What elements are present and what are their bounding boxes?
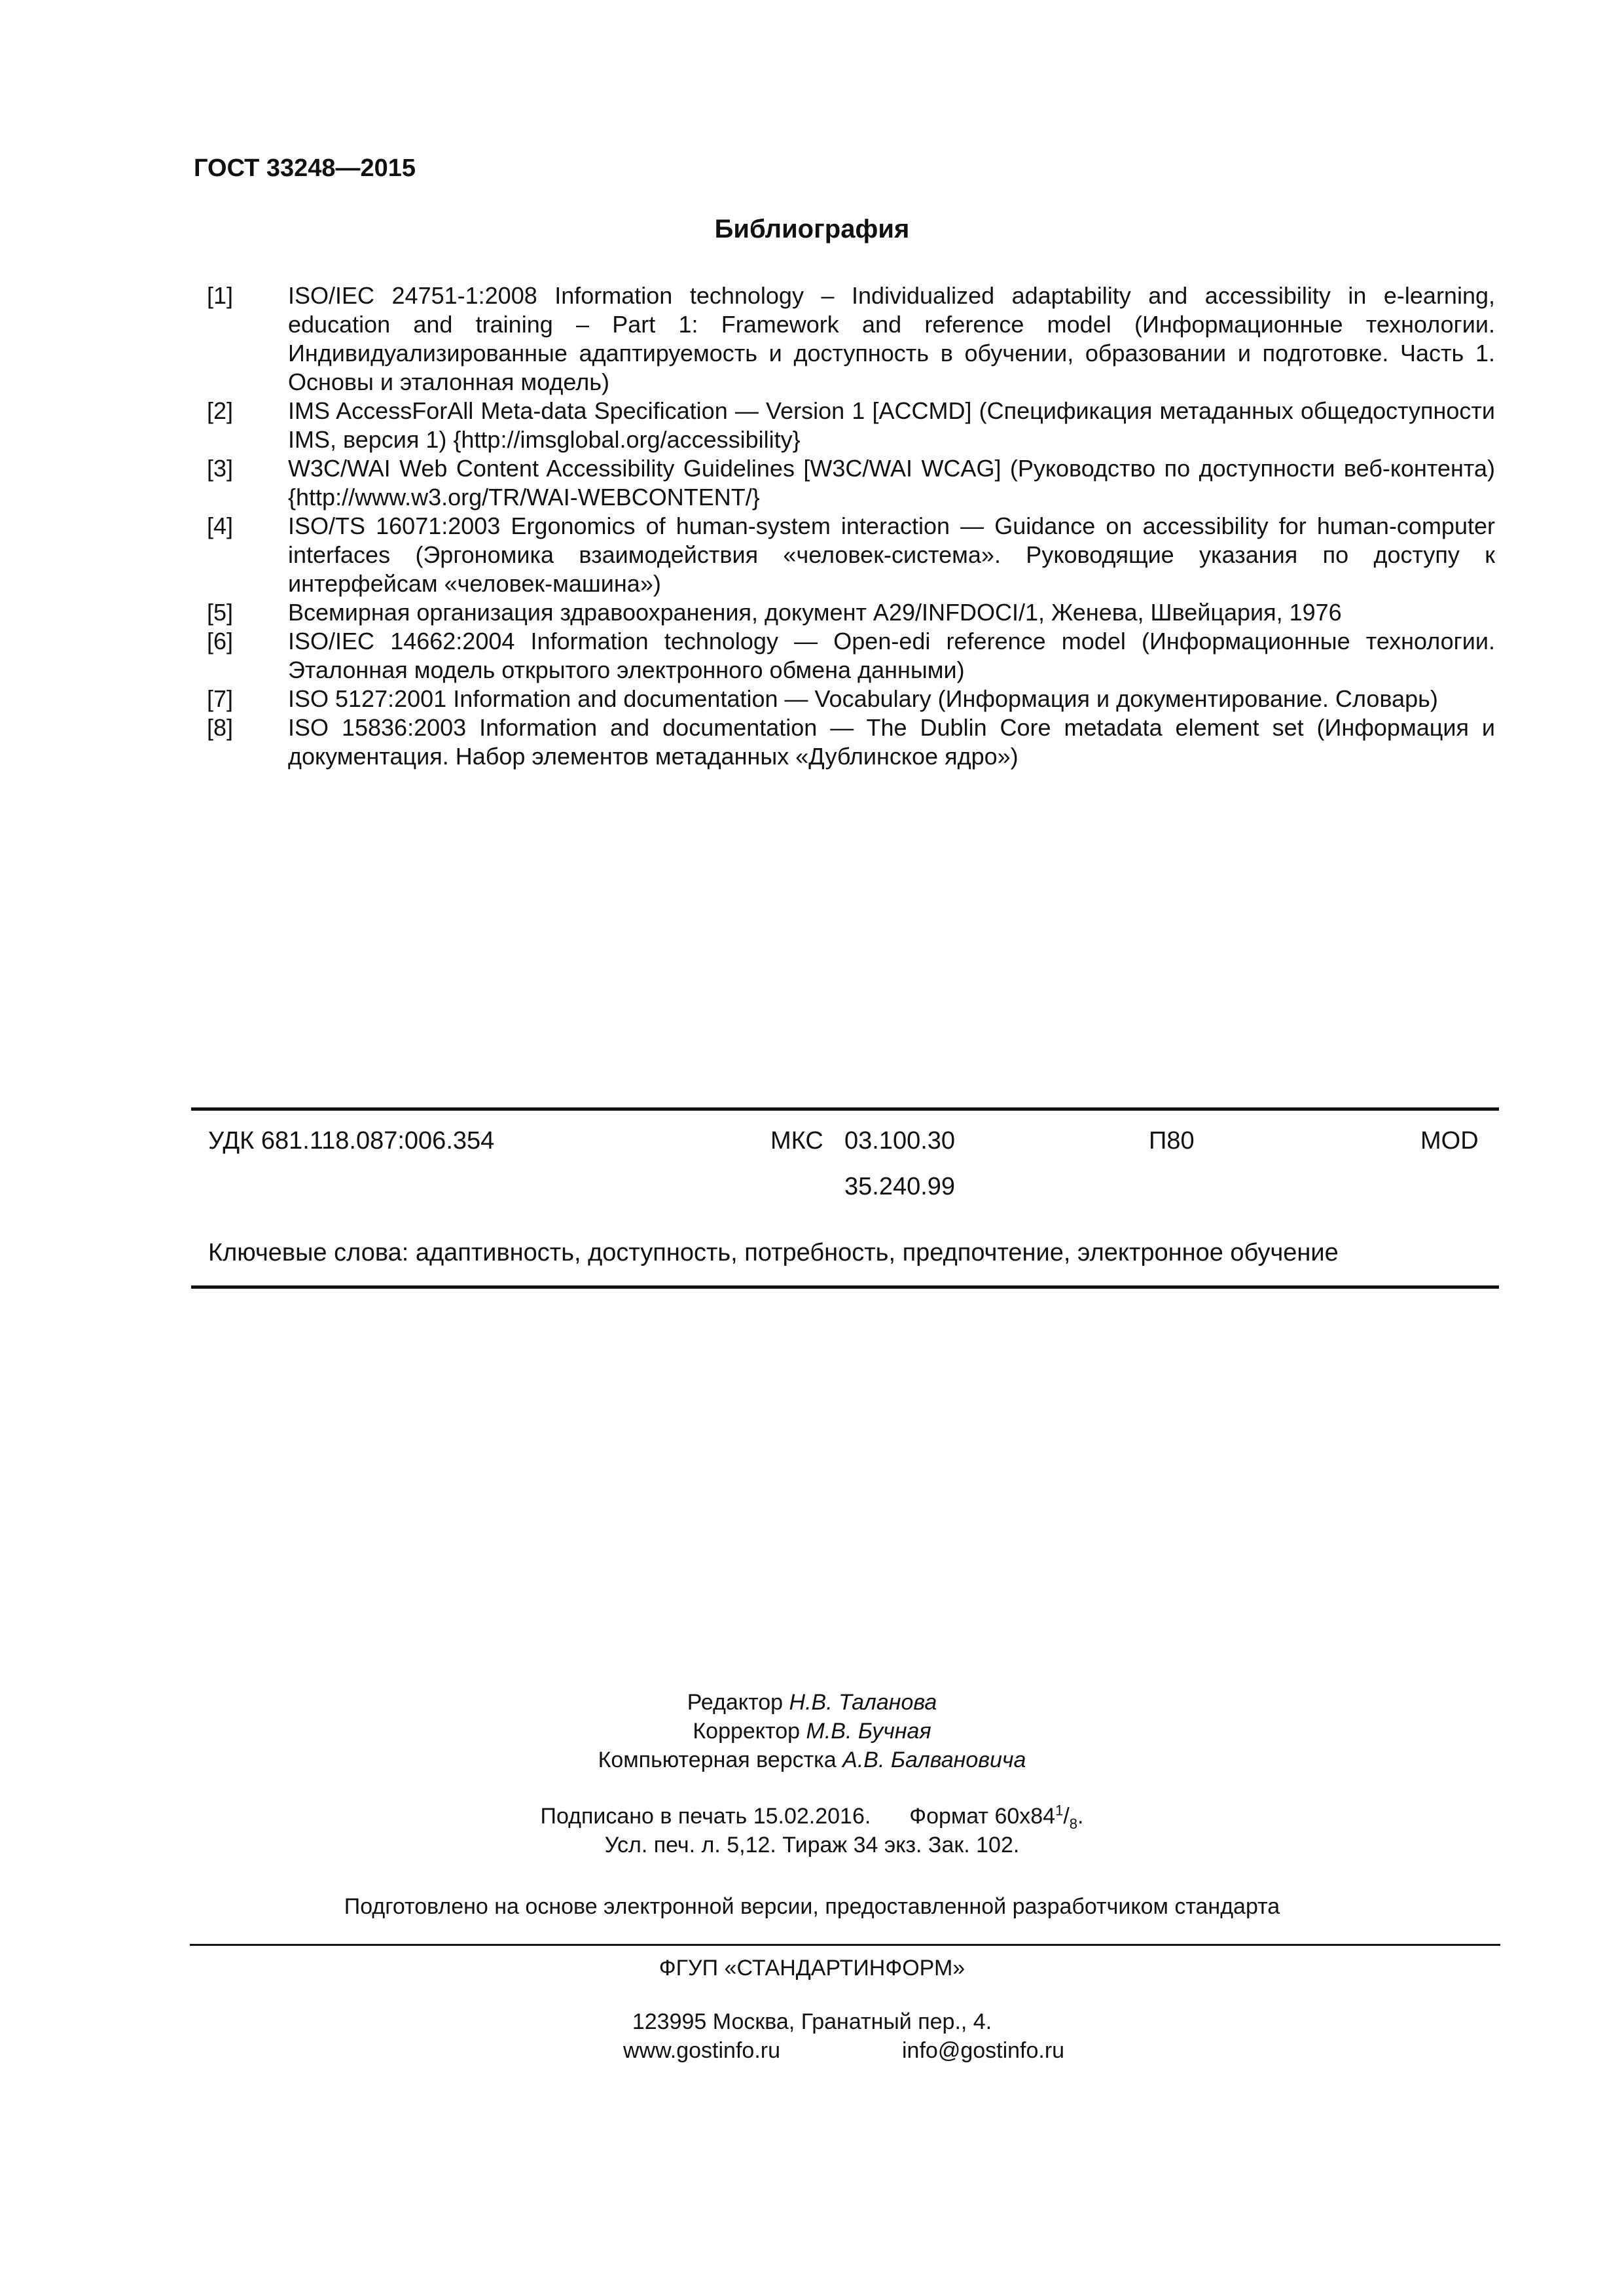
- address: 123995 Москва, Гранатный пер., 4.: [632, 2009, 992, 2034]
- entry-text: ISO 5127:2001 Information and documentation — Vocabulary (Информация и документирование. Словарь): [288, 685, 1438, 712]
- email[interactable]: info@gostinfo.ru: [902, 2038, 1065, 2063]
- entry-number: [4]: [207, 512, 234, 539]
- website[interactable]: www.gostinfo.ru: [623, 2038, 780, 2063]
- corrector-name: М.В. Бучная: [806, 1719, 931, 1744]
- mks-code-2: 35.240.99: [844, 1173, 956, 1200]
- mks-code-1: 03.100.30: [844, 1127, 956, 1155]
- mks-label: МКС: [770, 1127, 823, 1155]
- entry-number: [1]: [207, 282, 234, 309]
- bibliography-entry: [207, 598, 1495, 627]
- entry-number: [5]: [207, 599, 234, 626]
- print-info: Усл. печ. л. 5,12. Тираж 34 экз. Зак. 102.: [604, 1833, 1020, 1857]
- format-sub: 8: [1069, 1815, 1078, 1832]
- signed-line: Подписано в печать 15.02.2016. Формат $60x84^1/_8$.: [540, 1802, 1084, 1832]
- document-code: ГОСТ 33248—2015: [194, 154, 416, 182]
- bottom-rule: [191, 1285, 1499, 1289]
- corrector-label: Корректор: [693, 1719, 801, 1744]
- signed-date: Подписано в печать 15.02.2016.: [540, 1804, 871, 1829]
- publisher: ФГУП «СТАНДАРТИНФОРМ»: [659, 1956, 965, 1981]
- bibliography-entry: [207, 281, 1495, 397]
- keywords: Ключевые слова: адаптивность, доступность, потребность, предпочтение, электронное обучение: [208, 1239, 1339, 1266]
- entry-number: [2]: [207, 397, 234, 424]
- entry-text: ISO/TS 16071:2003 Ergonomics of human-system interaction — Guidance on accessibility for human-computer interfaces (Эргономика взаимодействия «человек-система». Руководящие указания по доступу к интерфейсам «человек-машина»): [288, 512, 1495, 597]
- prepared-note: Подготовлено на основе электронной версии, предоставленной разработчиком стандарта: [344, 1894, 1280, 1919]
- bibliography-list: [207, 281, 1495, 771]
- bibliography-entry: [207, 512, 1495, 598]
- entry-number: [6]: [207, 628, 234, 655]
- corrector-line: [0, 1719, 1624, 1744]
- bibliography-entry: [207, 713, 1495, 771]
- format-prefix: Формат 60x84: [909, 1804, 1056, 1829]
- entry-number: [7]: [207, 685, 234, 712]
- layout-line: [0, 1748, 1624, 1773]
- udk-code: УДК 681.118.087:006.354: [208, 1127, 495, 1155]
- layout-label: Компьютерная верстка: [598, 1748, 837, 1772]
- entry-number: [8]: [207, 714, 234, 741]
- mod-code: MOD: [1420, 1127, 1479, 1155]
- bibliography-entry: [207, 685, 1495, 713]
- editor-line: [0, 1690, 1624, 1715]
- entry-text: ISO/IEC 14662:2004 Information technology — Open-edi reference model (Информационные технологии. Эталонная модель открытого электронного обмена данными): [288, 628, 1495, 683]
- entry-text: W3C/WAI Web Content Accessibility Guidelines [W3C/WAI WCAG] (Руководство по доступности веб-контента) {http://www.w3.org/TR/WAI-WEBCONTENT/}: [288, 455, 1495, 511]
- bibliography-entry: [207, 627, 1495, 685]
- top-rule: [191, 1107, 1499, 1111]
- layout-name: А.В. Балвановича: [842, 1748, 1026, 1772]
- bibliography-title: Библиография: [714, 215, 910, 243]
- entry-number: [3]: [207, 455, 234, 482]
- bibliography-entry: [207, 454, 1495, 512]
- editor-label: Редактор: [687, 1690, 784, 1715]
- entry-text: ISO/IEC 24751-1:2008 Information technology – Individualized adaptability and accessibility in e-learning, education and training – Part 1: Framework and reference model (Информационные технологии. Индивидуализированные адаптируемость и доступность в обучении, образовании и подготовке. Часть 1. Основы и эталонная модель): [288, 282, 1495, 395]
- entry-text: IMS AccessForAll Meta-data Specification — Version 1 [ACCMD] (Спецификация метаданных общедоступности IMS, версия 1) {http://imsglobal.org/accessibility}: [288, 397, 1495, 453]
- bibliography-entry: [207, 397, 1495, 454]
- p-code: П80: [1149, 1127, 1195, 1155]
- editor-name: Н.В. Таланова: [789, 1690, 937, 1715]
- format-suffix: .: [1077, 1804, 1084, 1829]
- imprint-rule: [190, 1944, 1500, 1946]
- format-sup: 1: [1055, 1802, 1064, 1819]
- entry-text: ISO 15836:2003 Information and documentation — The Dublin Core metadata element set (Информация и документация. Набор элементов метаданных «Дублинское ядро»): [288, 714, 1495, 770]
- entry-text: Всемирная организация здравоохранения, документ A29/INFDOCI/1, Женева, Швейцария, 1976: [288, 599, 1342, 626]
